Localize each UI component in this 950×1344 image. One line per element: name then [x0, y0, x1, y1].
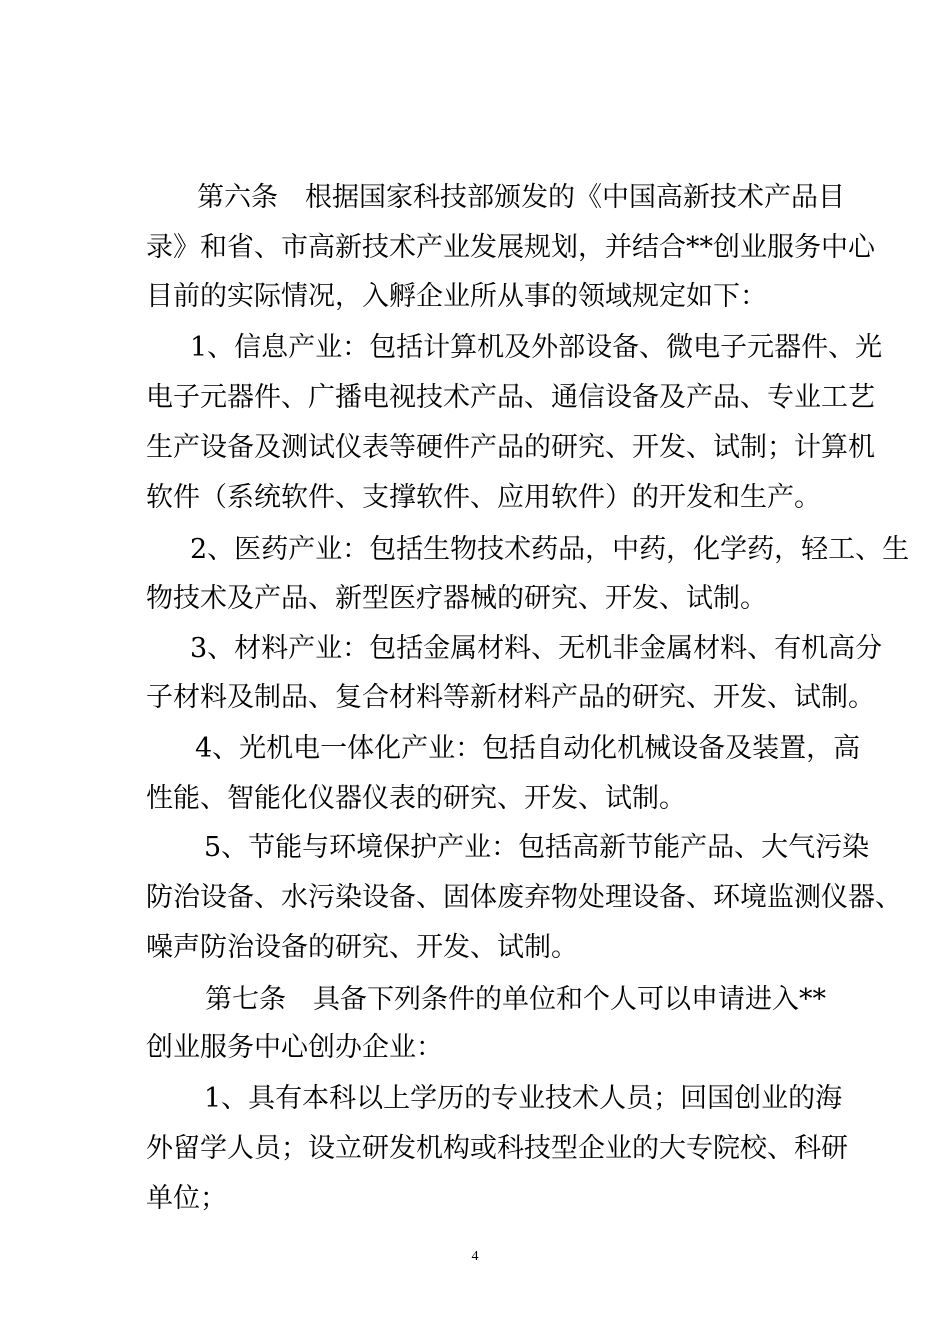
item-4-line-1: 4、光机电一体化产业：包括自动化机械设备及装置，高	[195, 733, 861, 764]
page-number: 4	[471, 1249, 479, 1264]
item-1-line-1: 1、信息产业：包括计算机及外部设备、微电子元器件、光	[190, 332, 883, 363]
item-5-line-1: 5、节能与环境保护产业：包括高新节能产品、大气污染	[204, 832, 870, 863]
item-1-line-2: 电子元器件、广播电视技术产品、通信设备及产品、专业工艺	[146, 382, 875, 413]
item-1-line-4: 软件（系统软件、支撑软件、应用软件）的开发和生产。	[146, 482, 821, 513]
article-7-line-1: 第七条 具备下列条件的单位和个人可以申请进入**	[205, 984, 826, 1015]
condition-1-line-2: 外留学人员；设立研发机构或科技型企业的大专院校、科研	[146, 1133, 848, 1164]
item-4-line-2: 性能、智能化仪器仪表的研究、开发、试制。	[146, 783, 686, 814]
item-2-line-1: 2、医药产业：包括生物技术药品，中药，化学药，轻工、生	[190, 534, 910, 565]
condition-1-line-1: 1、具有本科以上学历的专业技术人员；回国创业的海	[204, 1083, 843, 1114]
condition-1-line-3: 单位；	[146, 1183, 227, 1214]
item-1-line-3: 生产设备及测试仪表等硬件产品的研究、开发、试制；计算机	[146, 432, 875, 463]
article-6-line-2: 录》和省、市高新技术产业发展规划，并结合**创业服务中心	[146, 232, 875, 263]
article-6-line-1: 第六条 根据国家科技部颁发的《中国高新技术产品目	[197, 182, 845, 213]
item-3-line-2: 子材料及制品、复合材料等新材料产品的研究、开发、试制。	[146, 682, 875, 713]
item-5-line-2: 防治设备、水污染设备、固体废弃物处理设备、环境监测仪器、	[146, 882, 902, 913]
item-2-line-2: 物技术及产品、新型医疗器械的研究、开发、试制。	[146, 583, 767, 614]
article-7-line-2: 创业服务中心创办企业：	[146, 1032, 443, 1063]
item-3-line-1: 3、材料产业：包括金属材料、无机非金属材料、有机高分	[190, 633, 883, 664]
item-5-line-3: 噪声防治设备的研究、开发、试制。	[146, 932, 578, 963]
article-6-line-3: 目前的实际情况，入孵企业所从事的领域规定如下：	[146, 281, 767, 312]
